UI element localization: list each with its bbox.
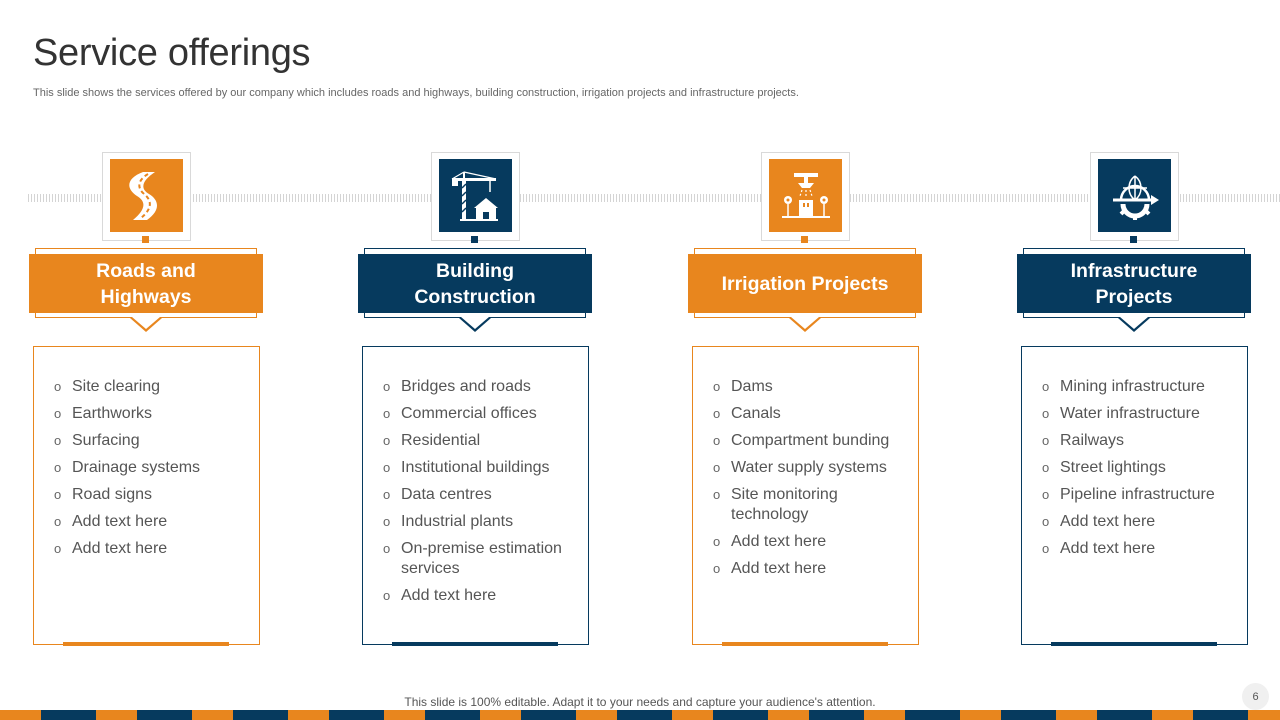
column-heading: Roads and Highways — [29, 254, 263, 313]
list-item: o Canals — [713, 405, 781, 422]
list-item: o Residential — [383, 432, 481, 449]
icon-frame — [102, 152, 191, 241]
list-item: o Add text here — [383, 586, 497, 604]
list-item: o Add text here — [1042, 513, 1156, 530]
list-item: o Road signs — [54, 486, 153, 503]
service-list — [383, 377, 580, 613]
service-card — [1021, 346, 1248, 645]
pointer-triangle-inner — [461, 317, 489, 329]
footer-note: This slide is 100% editable. Adapt it to your needs and capture your audience's attention. — [404, 695, 876, 709]
list-item: o Add text here — [1042, 540, 1156, 557]
list-item: o Data centres — [383, 486, 492, 503]
list-item: o Industrial plants — [383, 513, 514, 530]
service-column-infrastructure — [1017, 0, 1251, 720]
list-item: o Railways — [1042, 432, 1125, 449]
list-item: o Add text here — [713, 559, 827, 577]
service-card — [362, 346, 589, 645]
list-item: o Institutional buildings — [383, 459, 550, 476]
list-item: o Site clearing — [54, 378, 161, 395]
icon-frame — [1090, 152, 1179, 241]
column-heading: Irrigation Projects — [688, 254, 922, 313]
card-accent-bar — [63, 642, 229, 646]
crane-building-icon — [439, 159, 512, 232]
card-accent-bar — [392, 642, 558, 646]
column-heading: Building Construction — [358, 254, 592, 313]
list-item: o Pipeline infrastructure — [1042, 486, 1215, 503]
page-number: 6 — [1242, 683, 1269, 710]
road-icon — [110, 159, 183, 232]
list-item: o Commercial offices — [383, 405, 537, 422]
list-item: o On-premise estimation services — [383, 540, 562, 577]
icon-frame — [761, 152, 850, 241]
page-title: Service offerings — [33, 32, 311, 74]
list-item: o Compartment bunding — [713, 432, 890, 449]
card-accent-bar — [1051, 642, 1217, 646]
bottom-stripe — [0, 710, 1280, 720]
list-item: o Street lightings — [1042, 459, 1166, 476]
connector-pin — [801, 236, 808, 243]
list-item: o Drainage systems — [54, 459, 201, 476]
card-accent-bar — [722, 642, 888, 646]
connector-pin — [471, 236, 478, 243]
list-item: o Add text here — [54, 540, 168, 557]
list-item: o Water supply systems — [713, 459, 887, 476]
service-list — [713, 377, 910, 586]
pointer-triangle-inner — [1120, 317, 1148, 329]
connector-pin — [1130, 236, 1137, 243]
irrigation-icon — [769, 159, 842, 232]
service-card — [33, 346, 260, 645]
globe-gear-icon — [1098, 159, 1171, 232]
connector-pin — [142, 236, 149, 243]
list-item: o Site monitoring technology — [713, 486, 838, 523]
service-column-building — [358, 0, 592, 720]
page-subtitle: This slide shows the services offered by our company which includes roads and highways, building construction, irrigation projects and infrastructure projects. — [33, 87, 799, 99]
service-card — [692, 346, 919, 645]
list-item: o Water infrastructure — [1042, 405, 1200, 422]
list-item: o Earthworks — [54, 405, 153, 422]
icon-frame — [431, 152, 520, 241]
pointer-triangle-inner — [791, 317, 819, 329]
list-item: o Add text here — [54, 513, 168, 530]
list-item: o Bridges and roads — [383, 378, 531, 395]
list-item: o Surfacing — [54, 432, 140, 449]
service-column-roads — [29, 0, 263, 720]
list-item: o Dams — [713, 378, 773, 395]
service-list — [1042, 377, 1239, 566]
service-column-irrigation — [688, 0, 922, 720]
list-item: o Add text here — [713, 532, 827, 550]
column-heading: Infrastructure Projects — [1017, 254, 1251, 313]
list-item: o Mining infrastructure — [1042, 378, 1205, 395]
service-list — [54, 377, 251, 566]
pointer-triangle-inner — [132, 317, 160, 329]
